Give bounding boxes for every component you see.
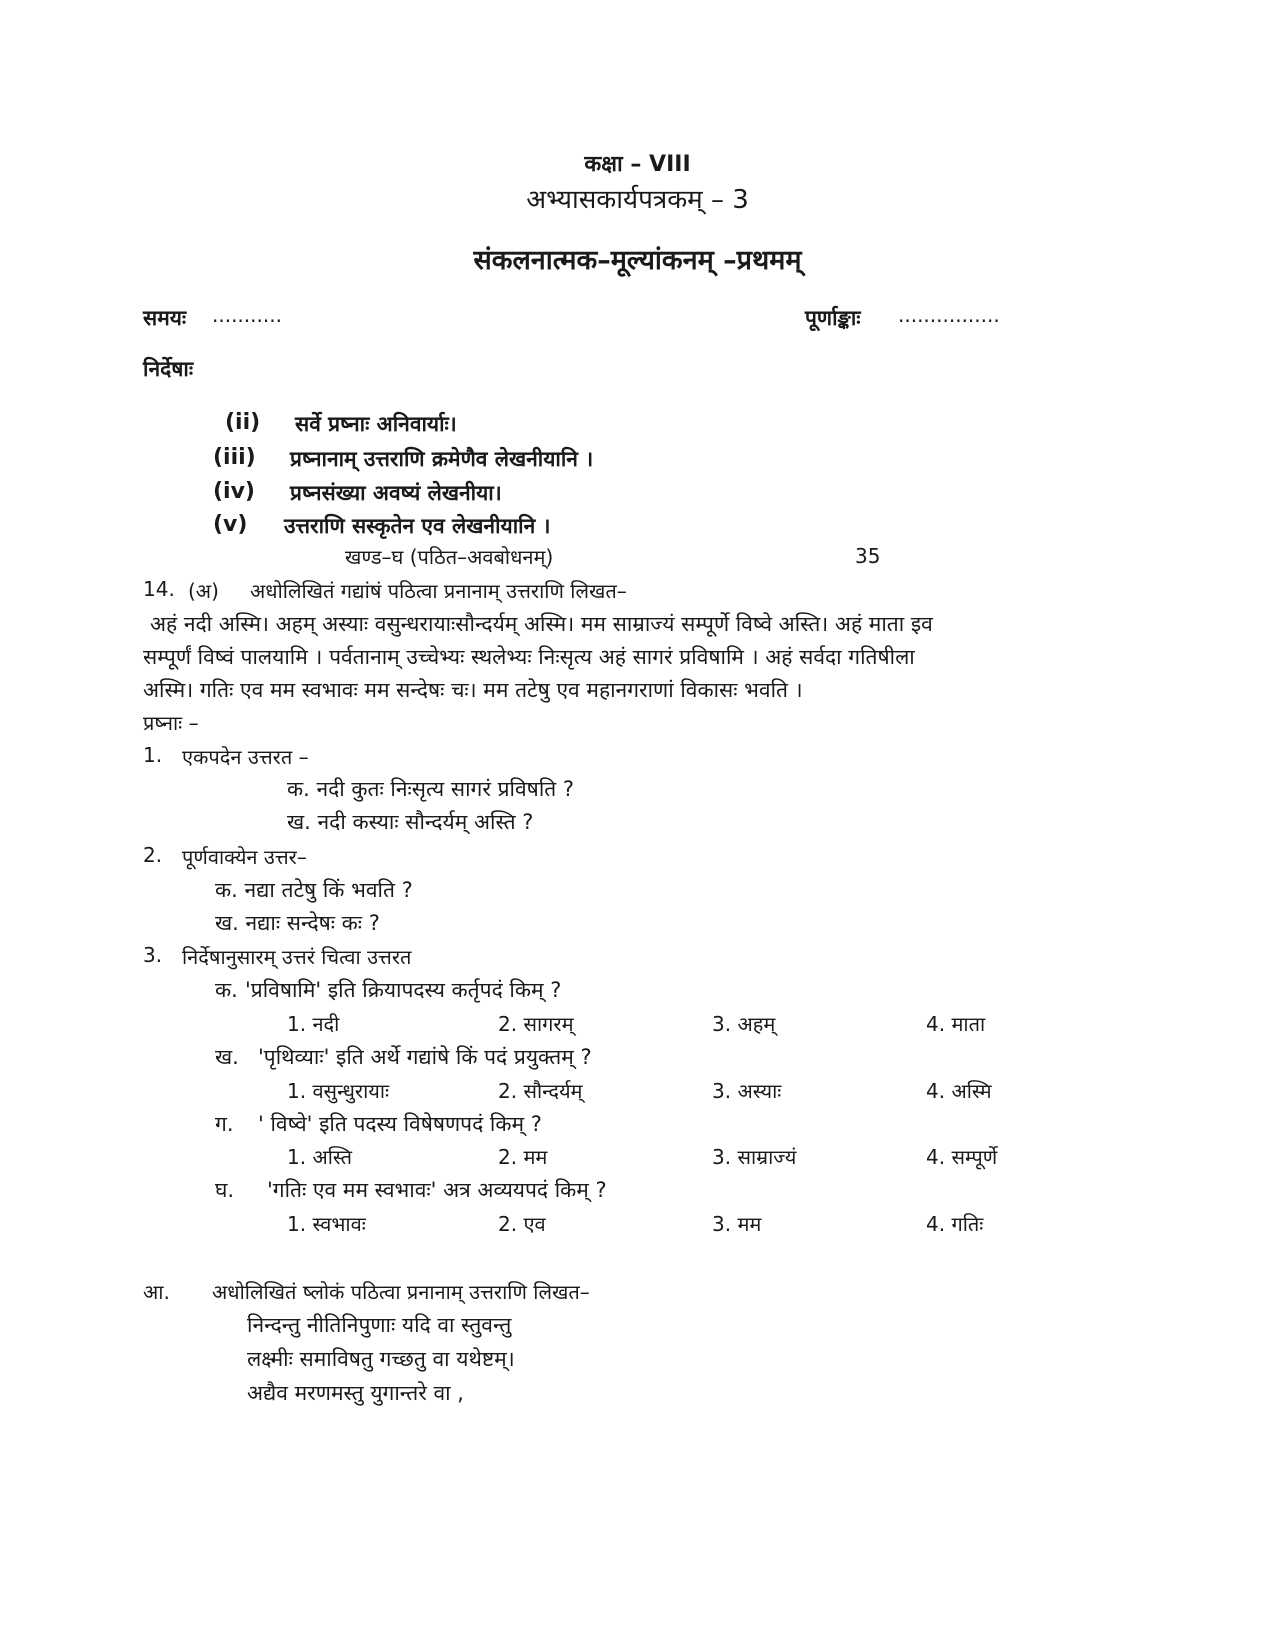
mcq-label: ख.	[215, 1045, 239, 1069]
mcq-option: 2. मम	[498, 1145, 548, 1169]
instruction-number: (v)	[213, 512, 248, 537]
question-item: ख. नदी कस्याः सौन्दर्यम् अस्ति ?	[287, 810, 534, 834]
question-number: 1.	[143, 743, 163, 767]
mcq-label: ग.	[215, 1112, 234, 1136]
mcq-option: 2. एव	[498, 1212, 546, 1236]
time-value: ...........	[212, 303, 282, 327]
time-label: समयः	[143, 306, 187, 330]
question-part: आ.	[143, 1280, 170, 1304]
question-title: पूर्णवाक्येन उत्तर–	[182, 845, 307, 869]
mcq-option: 3. मम	[712, 1212, 762, 1236]
mcq-option: 3. अस्याः	[712, 1079, 782, 1103]
question-part: (अ)	[188, 579, 219, 603]
passage-line: अहं नदी अस्मि। अहम् अस्याः वसुन्धरायाःसौन्दर्यम् अस्मि। मम साम्राज्यं सम्पूर्णे विष्वे अस्ति। अहं माता इव	[150, 612, 933, 636]
question-instruction: अधोलिखितं गद्यांषं पठित्वा प्रनानाम् उत्तराणि लिखत–	[250, 579, 627, 603]
section-marks: 35	[855, 544, 881, 568]
marks-label: पूर्णाङ्काः	[805, 306, 861, 330]
mcq-option: 1. स्वभावः	[287, 1212, 366, 1236]
questions-label: प्रष्नाः –	[143, 711, 199, 735]
mcq-option: 2. सागरम्	[498, 1012, 574, 1036]
marks-value: ................	[898, 303, 1000, 327]
instruction-text: सर्वे प्रष्नाः अनिवार्याः।	[295, 412, 457, 436]
worksheet-title: अभ्यासकार्यपत्रकम् – 3	[526, 185, 749, 215]
question-item: क. नद्या तटेषु किं भवति ?	[215, 878, 413, 902]
verse-line: निन्दन्तु नीतिनिपुणाः यदि वा स्तुवन्तु	[247, 1313, 512, 1337]
mcq-option: 4. गतिः	[926, 1212, 984, 1236]
mcq-option: 1. वसुन्धुरायाः	[287, 1079, 390, 1103]
instruction-text: प्रष्नानाम् उत्तराणि क्रमेणैव लेखनीयानि ।	[290, 447, 594, 471]
mcq-option: 1. नदी	[287, 1012, 340, 1036]
mcq-option: 1. अस्ति	[287, 1145, 353, 1169]
instruction-text: उत्तराणि सस्कृतेन एव लेखनीयानि ।	[284, 514, 551, 538]
mcq-option: 4. माता	[926, 1012, 986, 1036]
mcq-question: 'गतिः एव मम स्वभावः' अत्र अव्ययपदं किम् ?	[267, 1178, 607, 1202]
verse-line: लक्ष्मीः समाविषतु गच्छतु वा यथेष्टम्।	[247, 1347, 515, 1371]
mcq-question: 'पृथिव्याः' इति अर्थे गद्यांषे किं पदं प्रयुक्तम् ?	[258, 1045, 592, 1069]
mcq-option: 4. सम्पूर्णे	[926, 1145, 998, 1169]
question-title: निर्देषानुसारम् उत्तरं चित्वा उत्तरत	[182, 945, 412, 969]
instruction-number: (iv)	[213, 479, 255, 504]
mcq-option: 3. अहम्	[712, 1012, 776, 1036]
mcq-option: 3. साम्राज्यं	[712, 1145, 797, 1169]
exam-title: संकलनात्मक–मूल्यांकनम् –प्रथमम्	[473, 245, 802, 276]
instruction-number: (ii)	[225, 410, 261, 435]
passage-line: सम्पूर्णं विष्वं पालयामि । पर्वतानाम् उच्चेभ्यः स्थलेभ्यः निःसृत्य अहं सागरं प्रविषामि । अहं सर्वदा गतिषीला	[143, 645, 915, 669]
mcq-question: ' विष्वे' इति पदस्य विषेषणपदं किम् ?	[258, 1112, 542, 1136]
instructions-title: निर्देषाः	[143, 357, 194, 381]
mcq-label: क.	[215, 978, 238, 1002]
instruction-text: प्रष्नसंख्या अवष्यं लेखनीया।	[290, 481, 502, 505]
question-number: 3.	[143, 943, 163, 967]
passage-line: अस्मि। गतिः एव मम स्वभावः मम सन्देषः चः। मम तटेषु एव महानगराणां विकासः भवति ।	[143, 678, 803, 702]
mcq-option: 2. सौन्दर्यम्	[498, 1079, 583, 1103]
mcq-option: 4. अस्मि	[926, 1079, 992, 1103]
question-title: एकपदेन उत्तरत –	[182, 745, 309, 769]
verse-line: अद्यैव मरणमस्तु युगान्तरे वा ,	[247, 1381, 464, 1405]
question-number: 2.	[143, 843, 163, 867]
question-item: ख. नद्याः सन्देषः कः ?	[215, 911, 380, 935]
instruction-number: (iii)	[213, 445, 256, 470]
question-item: क. नदी कुतः निःसृत्य सागरं प्रविषति ?	[287, 777, 575, 801]
mcq-question: 'प्रविषामि' इति क्रियापदस्य कर्तृपदं किम् ?	[245, 978, 562, 1002]
class-heading: कक्षा – VIII	[584, 152, 691, 177]
mcq-label: घ.	[215, 1178, 235, 1202]
section-title: खण्ड–घ (पठित–अवबोधनम्)	[345, 545, 554, 569]
question-number: 14.	[143, 577, 175, 601]
question-instruction: अधोलिखितं ष्लोकं पठित्वा प्रनानाम् उत्तराणि लिखत–	[212, 1280, 590, 1304]
